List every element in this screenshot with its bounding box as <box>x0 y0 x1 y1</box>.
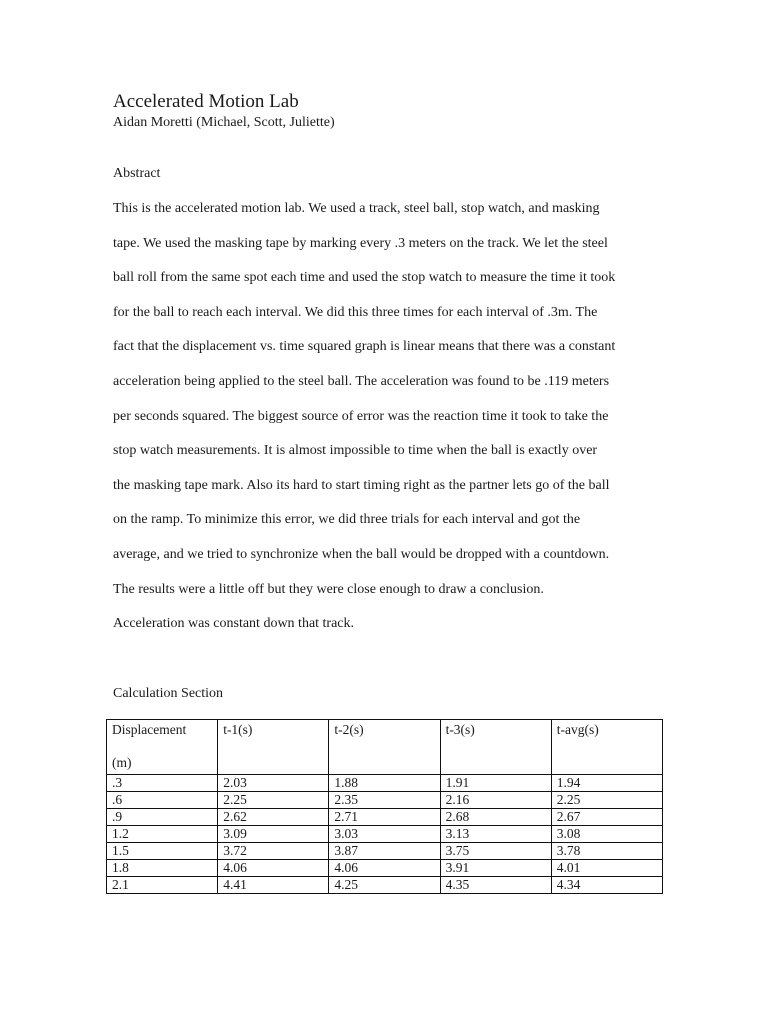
cell-t2: 2.71 <box>329 809 440 826</box>
cell-t2: 2.35 <box>329 792 440 809</box>
abstract-line: per seconds squared. The biggest source of error was the reaction time it took to take the <box>113 408 609 424</box>
table-row <box>107 809 663 826</box>
author-line: Aidan Moretti (Michael, Scott, Juliette) <box>113 115 335 130</box>
table-header-row <box>107 720 663 775</box>
abstract-line: tape. We used the masking tape by marking every .3 meters on the track. We let the steel <box>113 235 608 251</box>
cell-tavg: 1.94 <box>551 775 662 792</box>
cell-t3: 3.91 <box>440 860 551 877</box>
abstract-line: acceleration being applied to the steel ball. The acceleration was found to be .119 meters <box>113 373 610 389</box>
abstract-line: the masking tape mark. Also its hard to start timing right as the partner lets go of the ball <box>113 477 610 493</box>
cell-t2: 4.25 <box>329 877 440 894</box>
table-row <box>107 792 663 809</box>
header-displacement-label: Displacement <box>112 722 187 737</box>
table-row <box>107 843 663 860</box>
cell-t1: 4.06 <box>218 860 329 877</box>
abstract-line: on the ramp. To minimize this error, we did three trials for each interval and got the <box>113 512 581 528</box>
cell-t1: 4.41 <box>218 877 329 894</box>
cell-displacement: 1.2 <box>107 826 218 843</box>
cell-t1: 2.25 <box>218 792 329 809</box>
cell-t3: 1.91 <box>440 775 551 792</box>
cell-displacement: .6 <box>107 792 218 809</box>
abstract-heading: Abstract <box>113 166 161 181</box>
abstract-line: for the ball to reach each interval. We did this three times for each interval of .3m. The <box>113 304 598 320</box>
abstract-line: ball roll from the same spot each time and used the stop watch to measure the time it took <box>113 270 616 286</box>
cell-t2: 4.06 <box>329 860 440 877</box>
calculation-heading: Calculation Section <box>113 686 224 701</box>
timing-data-table <box>106 719 663 894</box>
cell-t2: 3.03 <box>329 826 440 843</box>
cell-t2: 1.88 <box>329 775 440 792</box>
header-t2: t-2(s) <box>329 720 440 775</box>
abstract-line: average, and we tried to synchronize when the ball would be dropped with a countdown. <box>113 546 610 562</box>
table-row <box>107 860 663 877</box>
cell-tavg: 3.08 <box>551 826 662 843</box>
cell-t3: 2.16 <box>440 792 551 809</box>
cell-displacement: 1.5 <box>107 843 218 860</box>
cell-t1: 3.09 <box>218 826 329 843</box>
abstract-line: The results were a little off but they were close enough to draw a conclusion. <box>113 581 544 597</box>
cell-tavg: 4.01 <box>551 860 662 877</box>
abstract-body <box>113 199 673 649</box>
header-t3: t-3(s) <box>440 720 551 775</box>
cell-tavg: 3.78 <box>551 843 662 860</box>
abstract-line: stop watch measurements. It is almost impossible to time when the ball is exactly over <box>113 443 598 459</box>
abstract-line: This is the accelerated motion lab. We used a track, steel ball, stop watch, and masking <box>113 201 600 216</box>
cell-displacement: .3 <box>107 775 218 792</box>
document-title: Accelerated Motion Lab <box>113 91 299 112</box>
header-displacement <box>107 720 218 775</box>
cell-t1: 3.72 <box>218 843 329 860</box>
cell-t2: 3.87 <box>329 843 440 860</box>
cell-t3: 3.13 <box>440 826 551 843</box>
cell-tavg: 2.25 <box>551 792 662 809</box>
header-tavg: t-avg(s) <box>551 720 662 775</box>
cell-displacement: .9 <box>107 809 218 826</box>
header-t1: t-1(s) <box>218 720 329 775</box>
cell-displacement: 1.8 <box>107 860 218 877</box>
abstract-line: fact that the displacement vs. time squared graph is linear means that there was a constant <box>113 339 616 355</box>
cell-t1: 2.03 <box>218 775 329 792</box>
table-row <box>107 826 663 843</box>
cell-tavg: 4.34 <box>551 877 662 894</box>
cell-t3: 2.68 <box>440 809 551 826</box>
table-row <box>107 775 663 792</box>
abstract-line: Acceleration was constant down that track. <box>113 616 355 632</box>
cell-t3: 3.75 <box>440 843 551 860</box>
header-displacement-unit: (m) <box>112 755 132 770</box>
cell-t1: 2.62 <box>218 809 329 826</box>
cell-displacement: 2.1 <box>107 877 218 894</box>
cell-t3: 4.35 <box>440 877 551 894</box>
cell-tavg: 2.67 <box>551 809 662 826</box>
table-row <box>107 877 663 894</box>
